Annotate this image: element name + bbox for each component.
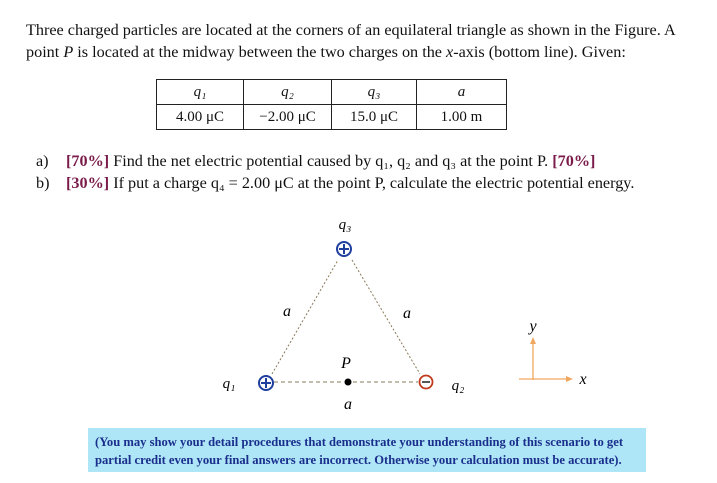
base-label: a xyxy=(344,396,352,413)
side-right-label: a xyxy=(403,305,411,322)
question-a-text: Find the net electric potential caused by q₁, q₂ and q₃ at the point P. xyxy=(109,152,553,170)
q2-negative-charge-icon xyxy=(420,376,433,389)
note-line-1: (You may show your detail procedures that demonstrate your understanding of this scenario to get xyxy=(95,435,624,449)
axis-y-label: y xyxy=(529,318,537,335)
header-q2: q₂ xyxy=(244,80,332,105)
question-a-weight: [70%] xyxy=(66,152,110,170)
q1-positive-charge-icon xyxy=(259,376,273,390)
question-b-text: If put a charge q₄ = 2.00 μC at the point P, calculate the electric potential energy. xyxy=(109,174,635,192)
side-left-label: a xyxy=(283,303,291,320)
q2-label: q₂ xyxy=(451,378,465,394)
instructions-note xyxy=(88,428,646,472)
question-b: b) [30%] If put a charge q₄ = 2.00 μC at the point P, calculate the electric potential energy. xyxy=(36,174,635,192)
intro-line-2: point P is located at the midway between the two charges on the x-axis (bottom line). Given: xyxy=(26,43,626,61)
q3-label: q₃ xyxy=(338,217,352,233)
intro-line-1: Three charged particles are located at the corners of an equilateral triangle as shown in the Figure. A xyxy=(26,21,676,39)
question-a-weight-end: [70%] xyxy=(552,152,596,170)
axes-icon xyxy=(519,337,573,382)
value-q2: −2.00 μC xyxy=(244,105,332,130)
header-q1: q₁ xyxy=(157,80,244,105)
side-left-line xyxy=(272,260,338,374)
value-q1: 4.00 μC xyxy=(157,105,244,130)
header-a: a xyxy=(417,80,507,105)
value-q3: 15.0 μC xyxy=(332,105,417,130)
q3-positive-charge-icon xyxy=(337,242,351,256)
axis-x-label: x xyxy=(579,371,587,388)
header-q3: q₃ xyxy=(332,80,417,105)
value-a: 1.00 m xyxy=(417,105,507,130)
q1-label: q₁ xyxy=(222,376,236,392)
point-p-dot xyxy=(345,379,352,386)
question-a: a) [70%] Find the net electric potential caused by q₁, q₂ and q₃ at the point P. [70%] xyxy=(36,152,596,170)
question-b-weight: [30%] xyxy=(66,174,110,192)
point-p-label: P xyxy=(341,355,351,372)
note-line-2: partial credit even your final answers are incorrect. Otherwise your calculation must be accurate). xyxy=(95,453,622,467)
